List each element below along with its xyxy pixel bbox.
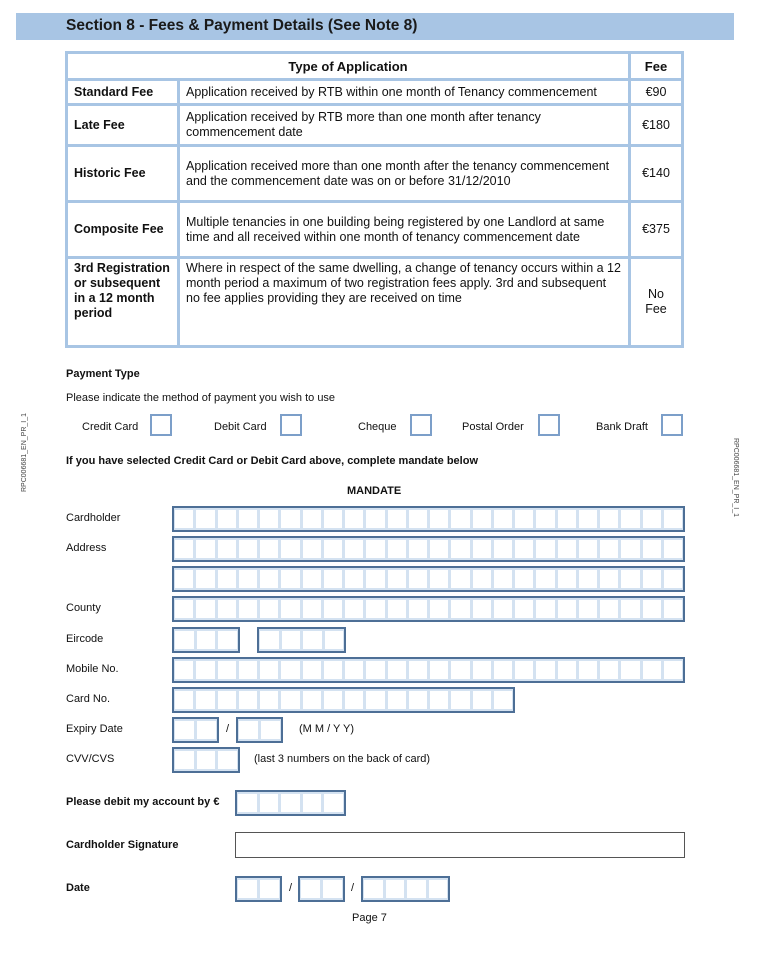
char-cell[interactable]: [473, 540, 491, 558]
char-cell[interactable]: [175, 721, 194, 739]
char-cell[interactable]: [218, 631, 237, 649]
char-cell[interactable]: [345, 691, 363, 709]
char-cell[interactable]: [409, 600, 427, 618]
fees-header-fee: Fee: [631, 54, 681, 78]
expiry-separator: /: [226, 723, 230, 735]
char-cell[interactable]: [303, 510, 321, 528]
char-cell[interactable]: [324, 661, 342, 679]
char-cell[interactable]: [600, 510, 618, 528]
char-cell[interactable]: [196, 510, 214, 528]
char-cell[interactable]: [366, 661, 384, 679]
mandate-title: MANDATE: [347, 485, 402, 497]
char-cell[interactable]: [238, 880, 257, 898]
char-cell[interactable]: [175, 661, 193, 679]
char-cell[interactable]: [451, 510, 469, 528]
char-cell[interactable]: [218, 510, 236, 528]
char-cell[interactable]: [388, 691, 406, 709]
char-cell[interactable]: [430, 510, 448, 528]
fee-type: Standard Fee: [68, 81, 177, 103]
char-cell[interactable]: [536, 570, 554, 588]
char-cell[interactable]: [494, 570, 512, 588]
side-code-right: RPC006681_EN_PR_I_1: [732, 438, 739, 517]
char-cell[interactable]: [451, 691, 469, 709]
char-cell[interactable]: [366, 540, 384, 558]
date-month-field[interactable]: [298, 876, 345, 902]
char-cell[interactable]: [196, 691, 214, 709]
char-cell[interactable]: [175, 540, 193, 558]
char-cell[interactable]: [175, 691, 193, 709]
option-cheque-label: Cheque: [358, 421, 397, 433]
signature-field[interactable]: [235, 832, 685, 858]
char-cell[interactable]: [430, 600, 448, 618]
char-cell[interactable]: [494, 691, 512, 709]
card-mandate-note: If you have selected Credit Card or Debit Card above, complete mandate below: [66, 455, 478, 467]
char-cell[interactable]: [388, 661, 406, 679]
char-cell[interactable]: [325, 631, 344, 649]
address-line1-field[interactable]: [172, 536, 685, 562]
char-cell[interactable]: [621, 540, 639, 558]
char-cell[interactable]: [239, 510, 257, 528]
char-cell[interactable]: [558, 510, 576, 528]
address-line2-field[interactable]: [172, 566, 685, 592]
char-cell[interactable]: [388, 570, 406, 588]
char-cell[interactable]: [175, 751, 194, 769]
char-cell[interactable]: [643, 540, 661, 558]
char-cell[interactable]: [260, 661, 278, 679]
char-cell[interactable]: [409, 570, 427, 588]
char-cell[interactable]: [388, 510, 406, 528]
char-cell[interactable]: [218, 691, 236, 709]
char-cell[interactable]: [600, 570, 618, 588]
char-cell[interactable]: [451, 661, 469, 679]
cardholder-label: Cardholder: [66, 512, 121, 524]
char-cell[interactable]: [260, 510, 278, 528]
char-cell[interactable]: [558, 661, 576, 679]
char-cell[interactable]: [260, 631, 279, 649]
mobile-field[interactable]: [172, 657, 685, 683]
fee-type: Late Fee: [68, 106, 177, 144]
option-credit-card-label: Credit Card: [82, 421, 139, 433]
expiry-label: Expiry Date: [66, 723, 123, 735]
char-cell[interactable]: [239, 600, 257, 618]
char-cell[interactable]: [664, 540, 682, 558]
eircode-routing-field[interactable]: [172, 627, 240, 653]
option-debit-card-label: Debit Card: [214, 421, 267, 433]
cvv-field[interactable]: [172, 747, 240, 773]
char-cell[interactable]: [409, 540, 427, 558]
char-cell[interactable]: [345, 600, 363, 618]
char-cell[interactable]: [303, 794, 322, 812]
debit-amount-field[interactable]: [235, 790, 346, 816]
char-cell[interactable]: [364, 880, 383, 898]
char-cell[interactable]: [473, 661, 491, 679]
char-cell[interactable]: [600, 540, 618, 558]
fee-desc: Multiple tenancies in one building being registered by one Landlord at same time and all received within one month of tenancy commencement date: [180, 203, 628, 256]
char-cell[interactable]: [324, 540, 342, 558]
char-cell[interactable]: [558, 570, 576, 588]
char-cell[interactable]: [197, 751, 216, 769]
debit-amount-label: Please debit my account by €: [66, 796, 220, 808]
char-cell[interactable]: [388, 600, 406, 618]
char-cell[interactable]: [196, 600, 214, 618]
option-postal-order-label: Postal Order: [462, 421, 524, 433]
section-title: Section 8 - Fees & Payment Details (See Note 8): [66, 17, 418, 34]
char-cell[interactable]: [303, 631, 322, 649]
char-cell[interactable]: [515, 600, 533, 618]
char-cell[interactable]: [366, 691, 384, 709]
char-cell[interactable]: [239, 570, 257, 588]
signature-label: Cardholder Signature: [66, 839, 179, 851]
char-cell[interactable]: [260, 600, 278, 618]
char-cell[interactable]: [218, 600, 236, 618]
bank-draft-checkbox[interactable]: [661, 414, 683, 436]
fee-amount: €90: [631, 81, 681, 103]
char-cell[interactable]: [238, 794, 257, 812]
char-cell[interactable]: [536, 540, 554, 558]
char-cell[interactable]: [196, 570, 214, 588]
char-cell[interactable]: [579, 540, 597, 558]
char-cell[interactable]: [407, 880, 426, 898]
char-cell[interactable]: [281, 661, 299, 679]
char-cell[interactable]: [303, 661, 321, 679]
char-cell[interactable]: [579, 570, 597, 588]
char-cell[interactable]: [664, 510, 682, 528]
char-cell[interactable]: [409, 661, 427, 679]
char-cell[interactable]: [386, 880, 405, 898]
expiry-year-field[interactable]: [236, 717, 283, 743]
char-cell[interactable]: [494, 600, 512, 618]
char-cell[interactable]: [260, 540, 278, 558]
char-cell[interactable]: [175, 631, 194, 649]
char-cell[interactable]: [324, 600, 342, 618]
char-cell[interactable]: [473, 510, 491, 528]
fee-type: Historic Fee: [68, 147, 177, 200]
char-cell[interactable]: [196, 661, 214, 679]
mobile-label: Mobile No.: [66, 663, 119, 675]
char-cell[interactable]: [301, 880, 320, 898]
date-separator: /: [351, 882, 355, 894]
char-cell[interactable]: [451, 540, 469, 558]
char-cell[interactable]: [430, 570, 448, 588]
char-cell[interactable]: [430, 691, 448, 709]
cvv-label: CVV/CVS: [66, 753, 115, 765]
option-bank-draft-label: Bank Draft: [596, 421, 648, 433]
char-cell[interactable]: [218, 661, 236, 679]
char-cell[interactable]: [345, 661, 363, 679]
char-cell[interactable]: [197, 721, 216, 739]
page-number: Page 7: [352, 912, 387, 924]
char-cell[interactable]: [281, 691, 299, 709]
char-cell[interactable]: [494, 510, 512, 528]
char-cell[interactable]: [345, 570, 363, 588]
char-cell[interactable]: [579, 661, 597, 679]
char-cell[interactable]: [303, 570, 321, 588]
fee-type: Composite Fee: [68, 203, 177, 256]
char-cell[interactable]: [600, 600, 618, 618]
char-cell[interactable]: [324, 570, 342, 588]
char-cell[interactable]: [218, 540, 236, 558]
char-cell[interactable]: [536, 510, 554, 528]
char-cell[interactable]: [430, 661, 448, 679]
card-number-field[interactable]: [172, 687, 515, 713]
char-cell[interactable]: [579, 510, 597, 528]
card-no-label: Card No.: [66, 693, 111, 705]
expiry-format-hint: (M M / Y Y): [299, 723, 355, 735]
char-cell[interactable]: [643, 600, 661, 618]
char-cell[interactable]: [239, 691, 257, 709]
char-cell[interactable]: [281, 540, 299, 558]
postal-order-checkbox[interactable]: [538, 414, 560, 436]
address-label: Address: [66, 542, 107, 554]
char-cell[interactable]: [282, 631, 301, 649]
cheque-checkbox[interactable]: [410, 414, 432, 436]
char-cell[interactable]: [558, 540, 576, 558]
side-code-left: RPC006681_EN_PR_I_1: [21, 413, 28, 492]
section-header: [16, 13, 734, 40]
eircode-unique-field[interactable]: [257, 627, 346, 653]
debit-card-checkbox[interactable]: [280, 414, 302, 436]
county-field[interactable]: [172, 596, 685, 622]
eircode-label: Eircode: [66, 633, 104, 645]
fee-desc: Application received more than one month after the tenancy commencement and the commencement date was on or before 31/12/2010: [180, 147, 628, 200]
char-cell[interactable]: [494, 661, 512, 679]
char-cell[interactable]: [430, 540, 448, 558]
char-cell[interactable]: [281, 570, 299, 588]
char-cell[interactable]: [239, 540, 257, 558]
char-cell[interactable]: [451, 570, 469, 588]
char-cell[interactable]: [175, 600, 193, 618]
char-cell[interactable]: [515, 570, 533, 588]
char-cell[interactable]: [643, 510, 661, 528]
char-cell[interactable]: [303, 600, 321, 618]
char-cell[interactable]: [345, 540, 363, 558]
char-cell[interactable]: [324, 794, 343, 812]
char-cell[interactable]: [515, 540, 533, 558]
char-cell[interactable]: [600, 661, 618, 679]
credit-card-checkbox[interactable]: [150, 414, 172, 436]
char-cell[interactable]: [261, 721, 280, 739]
char-cell[interactable]: [664, 600, 682, 618]
fee-amount: €180: [631, 106, 681, 144]
char-cell[interactable]: [175, 570, 193, 588]
fees-header-type: Type of Application: [68, 54, 628, 78]
char-cell[interactable]: [303, 540, 321, 558]
char-cell[interactable]: [473, 691, 491, 709]
char-cell[interactable]: [281, 600, 299, 618]
char-cell[interactable]: [239, 661, 257, 679]
char-cell[interactable]: [664, 661, 682, 679]
char-cell[interactable]: [621, 661, 639, 679]
char-cell[interactable]: [536, 600, 554, 618]
payment-type-heading: Payment Type: [66, 368, 140, 380]
char-cell[interactable]: [621, 600, 639, 618]
fee-amount: No Fee: [631, 259, 681, 345]
char-cell[interactable]: [643, 661, 661, 679]
char-cell[interactable]: [218, 751, 237, 769]
char-cell[interactable]: [366, 600, 384, 618]
char-cell[interactable]: [536, 661, 554, 679]
fee-type: 3rd Registration or subsequent in a 12 month period: [68, 259, 177, 345]
char-cell[interactable]: [303, 691, 321, 709]
expiry-month-field[interactable]: [172, 717, 219, 743]
char-cell[interactable]: [473, 600, 491, 618]
char-cell[interactable]: [239, 721, 258, 739]
fee-amount: €375: [631, 203, 681, 256]
date-year-field[interactable]: [361, 876, 450, 902]
char-cell[interactable]: [324, 510, 342, 528]
date-day-field[interactable]: [235, 876, 282, 902]
char-cell[interactable]: [196, 540, 214, 558]
char-cell[interactable]: [324, 691, 342, 709]
char-cell[interactable]: [409, 510, 427, 528]
date-separator: /: [289, 882, 293, 894]
fee-desc: Application received by RTB more than one month after tenancy commencement date: [180, 106, 628, 144]
char-cell[interactable]: [579, 600, 597, 618]
char-cell[interactable]: [260, 691, 278, 709]
char-cell[interactable]: [388, 540, 406, 558]
fees-table: [65, 51, 684, 348]
date-label: Date: [66, 882, 90, 894]
fee-desc: Application received by RTB within one month of Tenancy commencement: [180, 81, 628, 103]
char-cell[interactable]: [494, 540, 512, 558]
char-cell[interactable]: [175, 510, 193, 528]
char-cell[interactable]: [218, 570, 236, 588]
fee-desc: Where in respect of the same dwelling, a change of tenancy occurs within a 12 month period a maximum of two registration fees apply. 3rd and subsequent no fee applies providing they are received on time: [180, 259, 628, 345]
char-cell[interactable]: [515, 510, 533, 528]
char-cell[interactable]: [366, 570, 384, 588]
char-cell[interactable]: [473, 570, 491, 588]
char-cell[interactable]: [197, 631, 216, 649]
char-cell[interactable]: [621, 510, 639, 528]
payment-instruction: Please indicate the method of payment you wish to use: [66, 392, 336, 404]
cvv-hint: (last 3 numbers on the back of card): [254, 753, 431, 765]
cardholder-field[interactable]: [172, 506, 685, 532]
char-cell[interactable]: [621, 570, 639, 588]
char-cell[interactable]: [451, 600, 469, 618]
char-cell[interactable]: [323, 880, 342, 898]
char-cell[interactable]: [366, 510, 384, 528]
char-cell[interactable]: [515, 661, 533, 679]
char-cell[interactable]: [558, 600, 576, 618]
char-cell[interactable]: [281, 510, 299, 528]
char-cell[interactable]: [345, 510, 363, 528]
char-cell[interactable]: [260, 794, 279, 812]
char-cell[interactable]: [664, 570, 682, 588]
county-label: County: [66, 602, 101, 614]
char-cell[interactable]: [260, 880, 279, 898]
char-cell[interactable]: [429, 880, 448, 898]
fee-amount: €140: [631, 147, 681, 200]
char-cell[interactable]: [409, 691, 427, 709]
char-cell[interactable]: [260, 570, 278, 588]
char-cell[interactable]: [643, 570, 661, 588]
char-cell[interactable]: [281, 794, 300, 812]
